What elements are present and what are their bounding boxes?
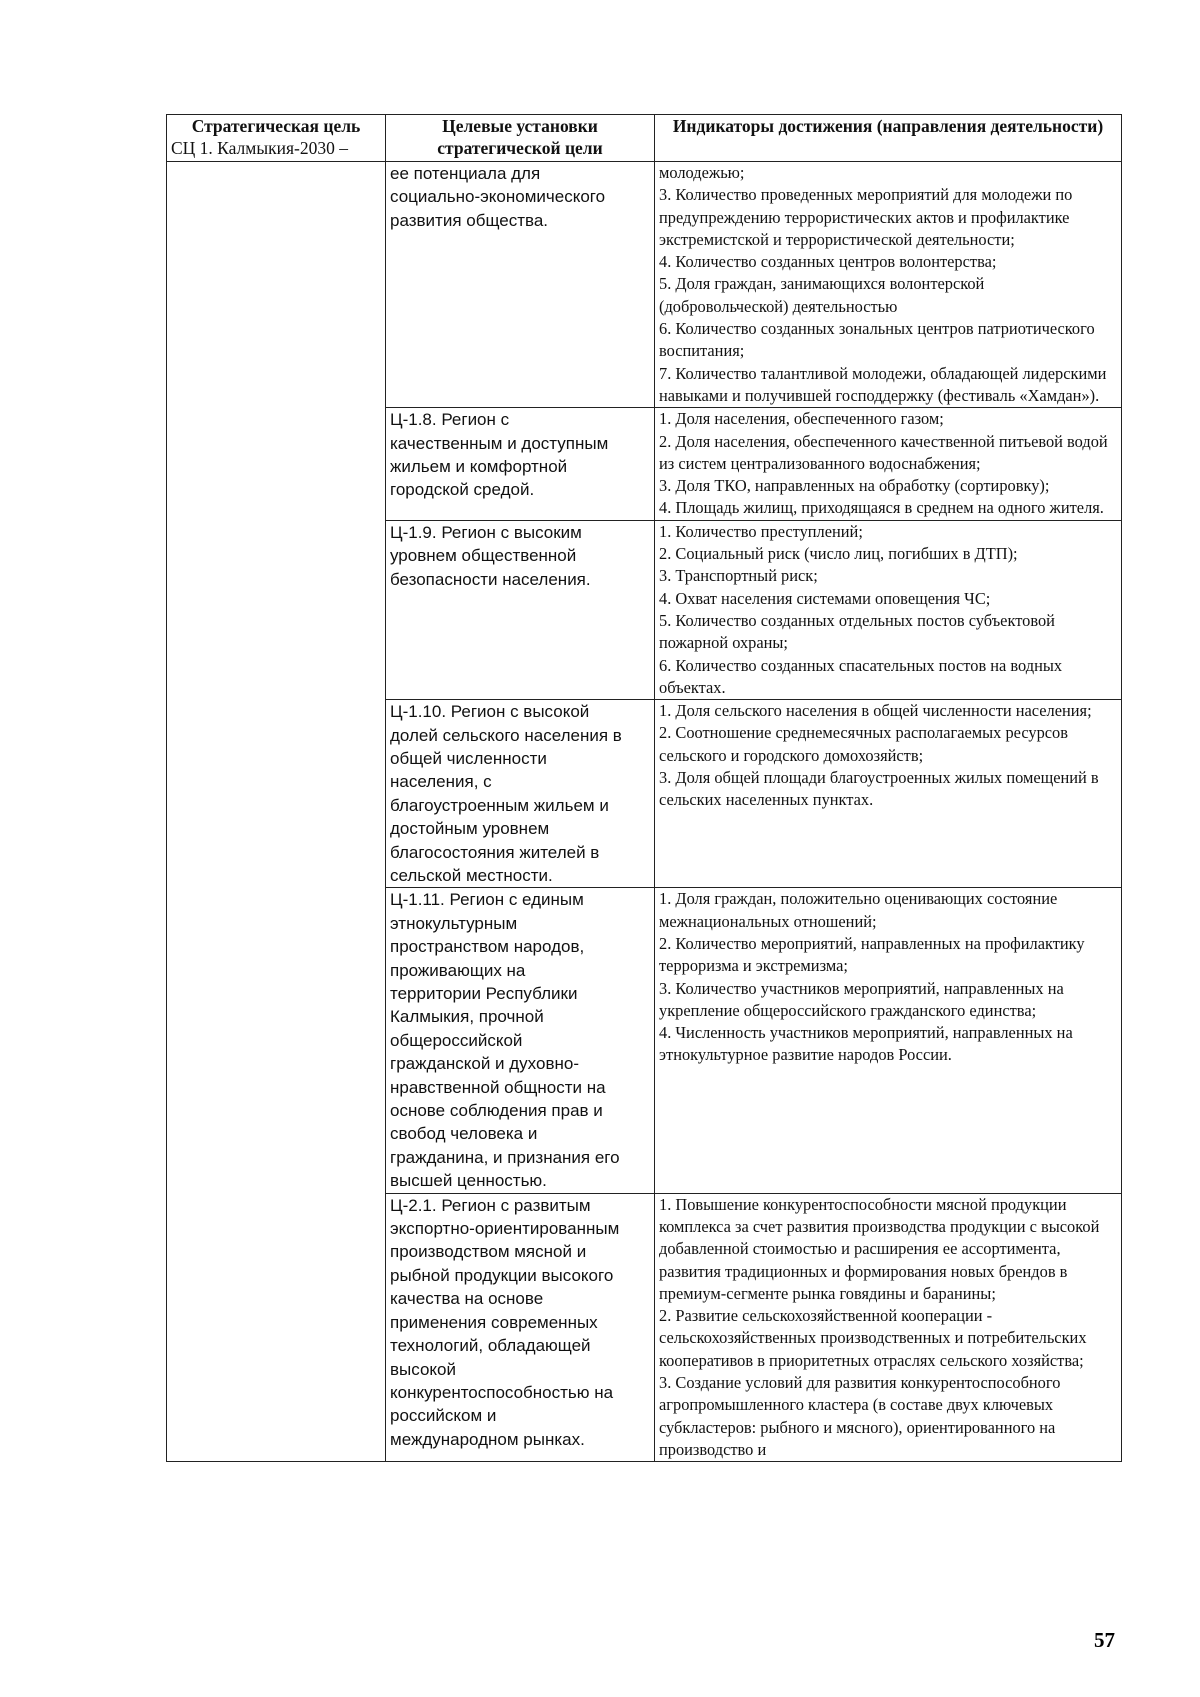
indicators-cell (655, 520, 1122, 699)
indicators-cell (655, 408, 1122, 520)
target-setting-cell: Ц-1.8. Регион с качественным и доступным жильем и комфортной городской средой. (386, 408, 655, 520)
table-body (167, 162, 1122, 1462)
indicator-item: 1. Доля граждан, положительно оценивающих состояние межнациональных отношений; (659, 889, 1058, 931)
target-setting-cell: ее потенциала для социально-экономического развития общества. (386, 162, 655, 408)
table-row (167, 162, 1122, 408)
indicators-cell (655, 888, 1122, 1193)
indicator-item: 6. Количество созданных спасательных постов на водных объектах. (659, 655, 1063, 697)
indicator-item: 4. Охват населения системами оповещения ЧС; (659, 588, 991, 608)
strategic-goal-cell (167, 162, 386, 1462)
indicator-item: 6. Количество созданных зональных центров патриотического воспитания; (659, 319, 1095, 361)
header-indicators: Индикаторы достижения (направления деятельности) (655, 115, 1122, 162)
indicator-item: 7. Количество талантливой молодежи, обладающей лидерскими навыками и получившей господдержку (фестиваль «Хамдан»). (659, 363, 1107, 405)
indicator-item: 4. Численность участников мероприятий, направленных на этнокультурное развитие народов России. (659, 1023, 1073, 1065)
indicator-item: 2. Соотношение среднемесячных располагаемых ресурсов сельского и городского домохозяйств; (659, 723, 1068, 765)
header-strategic-goal-subtitle: СЦ 1. Калмыкия-2030 – (171, 138, 348, 158)
indicator-item: 3. Количество проведенных мероприятий для молодежи по предупреждению террористических актов и профилактике экстремистской и террористической деятельности; (659, 185, 1073, 249)
target-setting-cell: Ц-2.1. Регион с развитым экспортно-ориентированным производством мясной и рыбной продукции высокого качества на основе применения современных технологий, обладающей высокой конкурентоспособностью на российском и международном рынках. (386, 1193, 655, 1462)
indicator-item: 2. Социальный риск (число лиц, погибших в ДТП); (659, 544, 1018, 564)
indicator-item: 3. Транспортный риск; (659, 566, 818, 586)
indicator-item: молодежью; (659, 163, 745, 182)
header-strategic-goal (167, 115, 386, 162)
indicator-item: 1. Повышение конкурентоспособности мясной продукции комплекса за счет развития производства продукции с высокой добавленной стоимостью и расширения ее ассортимента, развития традиционных и формирования новых брендов в премиум-сегменте рынка говядины и баранины; (659, 1194, 1100, 1303)
indicator-item: 1. Доля населения, обеспеченного газом; (659, 409, 944, 429)
target-setting-cell: Ц-1.11. Регион с единым этнокультурным пространством народов, проживающих на территории Республики Калмыкия, прочной общероссийской гражданской и духовно- нравственной общности на основе соблюдения прав и свобод человека и гражданина, и признания его высшей ценностью. (386, 888, 655, 1193)
page-number: 57 (1094, 1628, 1115, 1652)
indicator-item: 3. Создание условий для развития конкурентоспособного агропромышленного кластера (в составе двух ключевых субкластеров: рыбного и мясного), ориентированного на производство и (659, 1373, 1061, 1459)
indicator-item: 5. Количество созданных отдельных постов субъектовой пожарной охраны; (659, 610, 1055, 653)
header-strategic-goal-title: Стратегическая цель (191, 116, 361, 136)
indicator-item: 3. Количество участников мероприятий, направленных на укрепление общероссийского гражданского единства; (659, 978, 1064, 1020)
header-target-settings: Целевые установки стратегической цели (386, 115, 655, 162)
indicator-item: 2. Доля населения, обеспеченного качественной питьевой водой из систем централизованного водоснабжения; (659, 431, 1108, 473)
indicator-item: 3. Доля общей площади благоустроенных жилых помещений в сельских населенных пунктах. (659, 768, 1099, 810)
target-setting-cell: Ц-1.10. Регион с высокой долей сельского населения в общей численности населения, с благоустроенным жильем и достойным уровнем благосостояния жителей в сельской местности. (386, 700, 655, 888)
indicator-item: 1. Количество преступлений; (659, 521, 863, 541)
indicator-item: 5. Доля граждан, занимающихся волонтерской (добровольческой) деятельностью (659, 274, 985, 316)
indicator-item: 4. Количество созданных центров волонтерства; (659, 252, 997, 272)
indicator-item: 2. Развитие сельскохозяйственной кооперации - сельскохозяйственных производственных и потребительских кооперативов в приоритетных отраслях сельского хозяйства; (659, 1306, 1087, 1370)
strategy-table (166, 114, 1122, 1462)
indicator-item: 2. Количество мероприятий, направленных на профилактику терроризма и экстремизма; (659, 933, 1085, 976)
indicator-item: 3. Доля ТКО, направленных на обработку (сортировку); (659, 476, 1050, 496)
indicators-cell (655, 1193, 1122, 1462)
indicator-item: 4. Площадь жилищ, приходящаяся в среднем на одного жителя. (659, 498, 1104, 518)
table-header-row (167, 115, 1122, 162)
indicators-cell (655, 162, 1122, 408)
indicators-cell (655, 700, 1122, 888)
indicator-item: 1. Доля сельского населения в общей численности населения; (659, 701, 1092, 721)
target-setting-cell: Ц-1.9. Регион с высоким уровнем общественной безопасности населения. (386, 520, 655, 699)
